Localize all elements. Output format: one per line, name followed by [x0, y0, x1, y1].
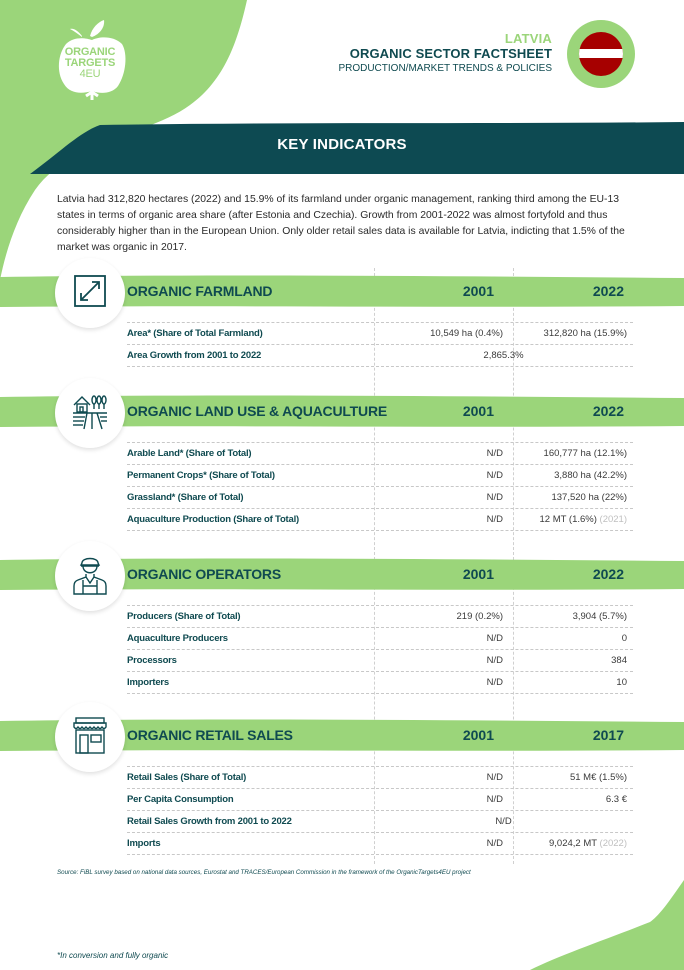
- row-value-year-2-text: 3,880 ha (42.2%): [554, 470, 627, 481]
- table-row: [127, 465, 633, 487]
- row-value-year-2: [573, 611, 627, 622]
- row-value-year-2: [540, 514, 627, 525]
- indicator-table: [127, 766, 633, 855]
- section-title: ORGANIC RETAIL SALES: [127, 727, 293, 743]
- country-name: LATVIA: [504, 31, 552, 46]
- row-value-year-1: 219 (0.2%): [456, 611, 503, 622]
- table-row: [127, 443, 633, 465]
- row-label: Aquaculture Producers: [127, 633, 228, 644]
- factsheet-subtitle: PRODUCTION/MARKET TRENDS & POLICIES: [338, 63, 552, 74]
- farmer-icon: [70, 553, 110, 600]
- row-value-year-note: (2022): [599, 838, 627, 849]
- section-icon-badge: [55, 702, 125, 772]
- table-row: [127, 811, 633, 833]
- row-value-year-2-text: 3,904 (5.7%): [572, 611, 627, 622]
- row-value-year-2: [570, 772, 627, 783]
- row-label: Per Capita Consumption: [127, 794, 234, 805]
- row-value-year-2: [549, 838, 627, 849]
- table-row: [127, 606, 633, 628]
- row-value-year-2: [544, 328, 627, 339]
- row-value-year-1: N/D: [486, 448, 503, 459]
- row-label: Retail Sales Growth from 2001 to 2022: [127, 816, 292, 827]
- row-label: Aquaculture Production (Share of Total): [127, 514, 299, 525]
- table-row: [127, 509, 633, 531]
- section-icon-badge: [55, 378, 125, 448]
- section-title: ORGANIC FARMLAND: [127, 283, 273, 299]
- table-row: [127, 487, 633, 509]
- row-label: Imports: [127, 838, 161, 849]
- table-row: [127, 628, 633, 650]
- row-value-year-1: N/D: [486, 633, 503, 644]
- table-row: [127, 345, 633, 367]
- row-value-year-2-text: 137,520 ha (22%): [551, 492, 627, 503]
- section-icon-badge: [55, 541, 125, 611]
- row-label: Area Growth from 2001 to 2022: [127, 350, 262, 361]
- row-label: Producers (Share of Total): [127, 611, 241, 622]
- row-value-year-2-text: 0: [621, 633, 627, 644]
- row-value-year-2-text: 6.3 €: [605, 794, 627, 805]
- shop-icon: [70, 715, 110, 760]
- column-header-year-2: 2022: [592, 283, 624, 299]
- source-note: Source: FiBL survey based on national data sources, Eurostat and TRACES/European Commission in the framework of the OrganicTargets4EU project: [57, 869, 471, 876]
- row-value-year-2: [554, 470, 627, 481]
- table-row: [127, 767, 633, 789]
- logo-text-targets: TARGETS: [64, 57, 116, 69]
- table-row: [127, 789, 633, 811]
- indicator-table: [127, 442, 633, 531]
- row-value-year-2: [544, 448, 627, 459]
- column-header-year-1: 2001: [462, 566, 494, 582]
- row-value-year-1: N/D: [486, 794, 503, 805]
- row-value-combined: 2,865.3%: [483, 350, 524, 361]
- section-icon-badge: [55, 258, 125, 328]
- key-indicators-title: KEY INDICATORS: [277, 136, 407, 153]
- indicator-table: [127, 322, 633, 367]
- row-value-year-2-text: 312,820 ha (15.9%): [543, 328, 627, 339]
- row-value-year-1: N/D: [486, 514, 503, 525]
- row-value-year-1: N/D: [486, 655, 503, 666]
- latvia-flag-badge: [567, 20, 635, 88]
- row-label: Retail Sales (Share of Total): [127, 772, 247, 783]
- logo-text-organic: ORGANIC: [64, 46, 116, 58]
- column-header-year-1: 2001: [462, 283, 494, 299]
- row-value-year-1: N/D: [486, 838, 503, 849]
- row-label: Importers: [127, 677, 170, 688]
- row-label: Processors: [127, 655, 177, 666]
- header: [338, 31, 552, 76]
- row-value-year-2: [611, 655, 627, 666]
- row-value-year-2: [551, 492, 627, 503]
- row-value-year-note: (2021): [599, 514, 627, 525]
- table-row: [127, 672, 633, 694]
- organic-targets-logo: [52, 14, 132, 104]
- row-label: Arable Land* (Share of Total): [127, 448, 252, 459]
- row-label: Area* (Share of Total Farmland): [127, 328, 263, 339]
- farm-land-icon: [70, 391, 110, 436]
- latvia-flag-icon: [579, 32, 623, 76]
- indicator-table: [127, 605, 633, 694]
- row-value-year-2-text: 12 MT (1.6%): [539, 514, 597, 525]
- row-value-year-2: [616, 677, 627, 688]
- row-value-year-2-text: 384: [611, 655, 627, 666]
- row-value-year-2-text: 10: [616, 677, 627, 688]
- row-value-year-2-text: 160,777 ha (12.1%): [543, 448, 627, 459]
- row-value-year-1: N/D: [486, 470, 503, 481]
- row-value-year-2: [622, 633, 627, 644]
- row-label: Permanent Crops* (Share of Total): [127, 470, 275, 481]
- intro-paragraph: Latvia had 312,820 hectares (2022) and 15.9% of its farmland under organic management, ranking third among the EU-13 states in terms of organic area share (after Estonia and Czechia). Growth from 2001-2022 was almost fortyfold and thus considerably higher than in the European Union. Only older retail sales data is available for Latvia, indicting that 1.5% of the market was organic in 2017.: [57, 194, 625, 253]
- factsheet-title: ORGANIC SECTOR FACTSHEET: [349, 46, 552, 61]
- footnote: *In conversion and fully organic: [57, 951, 169, 960]
- resize-arrows-icon: [73, 274, 107, 313]
- row-value-year-1: N/D: [486, 677, 503, 688]
- row-value-year-2-text: 51 M€ (1.5%): [569, 772, 627, 783]
- row-value-year-1: 10,549 ha (0.4%): [430, 328, 503, 339]
- column-header-year-2: 2022: [592, 403, 624, 419]
- column-header-year-1: 2001: [462, 403, 494, 419]
- row-value-combined: N/D: [495, 816, 512, 827]
- column-header-year-2: 2022: [592, 566, 624, 582]
- table-row: [127, 323, 633, 345]
- row-value-year-1: N/D: [486, 492, 503, 503]
- row-value-year-1: N/D: [486, 772, 503, 783]
- table-row: [127, 833, 633, 855]
- row-value-year-2-text: 9,024,2 MT: [549, 838, 597, 849]
- column-header-year-2: 2017: [592, 727, 624, 743]
- logo-text-4eu: 4EU: [79, 68, 101, 80]
- row-label: Grassland* (Share of Total): [127, 492, 244, 503]
- section-title: ORGANIC LAND USE & AQUACULTURE: [127, 403, 387, 419]
- row-value-year-2: [606, 794, 627, 805]
- column-header-year-1: 2001: [462, 727, 494, 743]
- section-title: ORGANIC OPERATORS: [127, 566, 281, 582]
- table-row: [127, 650, 633, 672]
- flag-white-stripe: [579, 49, 623, 58]
